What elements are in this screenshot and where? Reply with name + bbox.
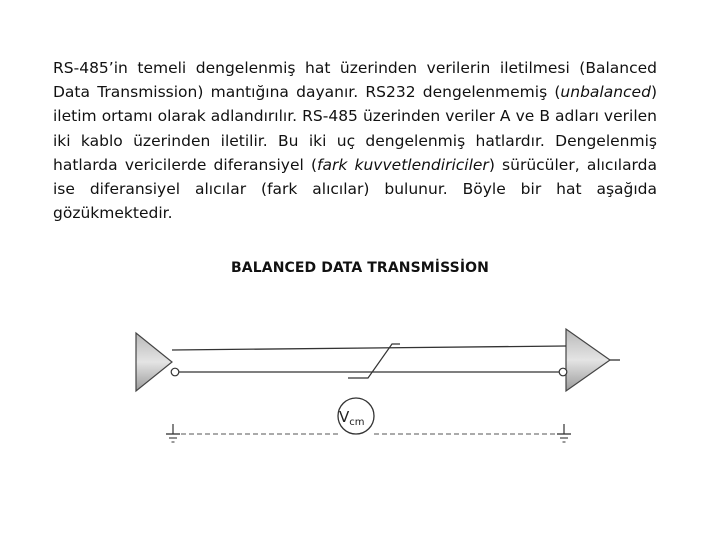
driver-inversion-bubble bbox=[171, 368, 179, 376]
paragraph-italic-unbalanced: unbalanced bbox=[560, 83, 651, 102]
line-a bbox=[172, 346, 566, 350]
balanced-transmission-diagram bbox=[128, 300, 620, 452]
vcm-label: $V_{cm}$ bbox=[339, 408, 365, 428]
right-ground-icon bbox=[557, 424, 571, 442]
receiver-triangle bbox=[566, 329, 610, 391]
twist-mark bbox=[348, 344, 400, 378]
paragraph-italic-fark-kuvvetlendiriciler: fark kuvvetlendiriciler bbox=[317, 155, 489, 174]
paragraph-text-3: ) sürücüler, alıcılarda ise diferansiyel alıcılar (fark alıcılar) bulunur. Böyle bir hat aşağıda gözükmektedir. bbox=[53, 155, 657, 223]
paragraph-text-2: ) iletim ortamı olarak adlandırılır. RS-485 üzerinden veriler A ve B adları verilen iki kablo üzerinden iletilir. Bu iki uç dengelenmiş hatlardır. Dengelenmiş hatlarda vericilerde diferansiyel ( bbox=[53, 83, 657, 174]
balanced-line-schematic bbox=[128, 300, 620, 452]
diagram-title: BALANCED DATA TRANSMİSSİON bbox=[231, 260, 489, 276]
left-ground-icon bbox=[166, 424, 180, 442]
receiver-inversion-bubble bbox=[559, 368, 567, 376]
driver-triangle bbox=[136, 333, 172, 391]
body-paragraph bbox=[53, 56, 657, 225]
paragraph-text-1: RS-485’in temeli dengelenmiş hat üzerinden verilerin iletilmesi (Balanced Data Transmission) mantığına dayanır. RS232 dengelenmemiş ( bbox=[53, 59, 657, 102]
